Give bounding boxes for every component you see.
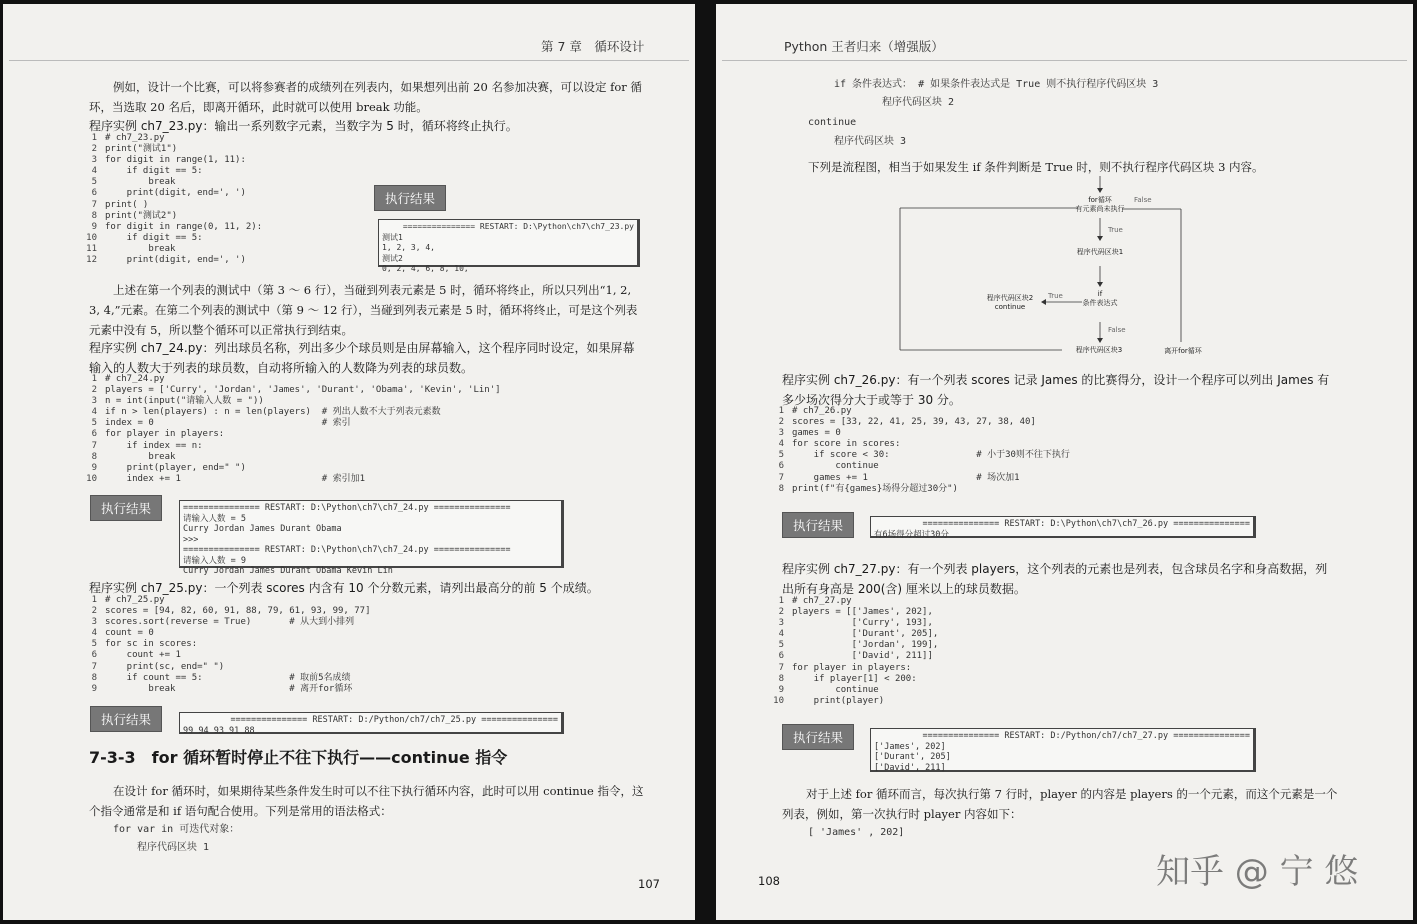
line-number: 1 (91, 595, 97, 605)
ex23-caption: 程序实例 ch7_23.py：输出一系列数字元素，当数字为 5 时，循环将终止执行。 (89, 119, 518, 133)
code-line (770, 473, 1070, 484)
line-number: 2 (778, 417, 784, 428)
code-line (83, 662, 371, 673)
code-text: print(sc, end=" ") (105, 661, 225, 672)
code-text: for sc in scores: (105, 639, 198, 650)
code-line (83, 606, 371, 617)
code-line (83, 407, 501, 418)
ex27-restart: =============== RESTART: D:/Python/ch7/ch7_27.py =============== (922, 731, 1250, 741)
output-line: 测试2 (382, 253, 403, 263)
line-number: 8 (91, 210, 97, 221)
code-text: for digit in range(0, 11, 2): (105, 221, 263, 232)
flowchart (896, 174, 1202, 364)
line-number: 5 (778, 450, 784, 461)
code-text: for score in scores: (792, 439, 901, 450)
code-text: games += 1 # 场次加1 (792, 472, 1020, 483)
line-number: 3 (91, 617, 97, 628)
code-text: # ch7_25.py (105, 595, 165, 605)
code-line (770, 439, 1070, 450)
code-line (770, 618, 938, 629)
para3: 在设计 for 循环时，如果期待某些条件发生时可以不往下执行循环内容，此时可以用 continue 指令，这个指令通常是和 if 语句配合使用。下列是常用的语法格式： (89, 784, 644, 818)
line-number: 8 (91, 451, 97, 462)
code-line (83, 639, 371, 650)
code-line (770, 450, 1070, 461)
output-line: Curry Jordan James Durant Obama Kevin Lin (183, 566, 393, 576)
code-line (83, 396, 501, 407)
code-text: # ch7_24.py (105, 374, 165, 384)
flow-block2: 程序代码区块2 continue (986, 294, 1034, 311)
code-text: print(digit, end=', ') (105, 255, 246, 266)
watermark: 知乎 @ 宁 悠 (1156, 852, 1359, 892)
syntax-if: if 条件表达式： # 如果条件表达式是 True 则不执行程序代码区块 3 (834, 79, 1159, 90)
ex24-output-1 (183, 514, 558, 546)
intro-paragraph: 例如，设计一个比赛，可以将参赛者的成绩列在列表内，如果想列出前 20 名参加决赛，可以设定 for 循环，当选取 20 名后，即离开循环，此时就可以使用 break 功能。 (89, 80, 642, 114)
code-line (83, 200, 262, 211)
code-text: break (105, 243, 176, 254)
code-line (83, 133, 262, 144)
code-line (83, 233, 262, 244)
flow-block1: 程序代码区块1 (1076, 248, 1124, 256)
para2: 上述在第一个列表的测试中（第 3 ～ 6 行），当碰到列表元素是 5 时，循环将终止，所以只列出“1, 2, 3, 4,”元素。在第二个列表的测试中（第 9 ～ 12 行），当碰到列表元素是 5 时，循环将终止，可是这个列表元素中没有 5，所以整个循环可以正常执行到结束。 (89, 283, 638, 337)
flow-true-label-2: True (1048, 292, 1063, 300)
code-line (770, 640, 938, 651)
code-text: break (105, 451, 176, 462)
code-line (83, 463, 501, 474)
line-number: 6 (91, 188, 97, 199)
code-line (770, 629, 938, 640)
code-text: ['Curry', 193], (792, 618, 933, 629)
line-number: 4 (91, 166, 97, 177)
ex26-restart: =============== RESTART: D:\Python\ch7\ch7_26.py =============== (922, 519, 1250, 529)
code-text: break (105, 177, 176, 188)
line-number: 7 (778, 662, 784, 673)
flow-if-node: if 条件表达式 (1082, 290, 1118, 307)
code-text: if score < 30: # 小于30则不往下执行 (792, 450, 1070, 461)
ex24-restart-2: =============== RESTART: D:\Python\ch7\ch7_24.py =============== (183, 545, 511, 555)
syntax-block2: 程序代码区块 2 (882, 97, 955, 108)
line-number: 10 (86, 232, 97, 243)
ex23-result-box (378, 219, 640, 273)
line-number: 10 (773, 695, 784, 706)
flow-false-label-1: False (1134, 196, 1152, 204)
code-text: print(player, end=" ") (105, 462, 246, 473)
ex27-result-badge: 执行结果 (782, 724, 854, 750)
line-number: 5 (778, 640, 784, 651)
code-line (83, 374, 501, 385)
syntax-for: for var in 可迭代对象： (113, 824, 240, 835)
line-number: 9 (778, 684, 784, 695)
line-number: 7 (91, 661, 97, 672)
syntax-continue: continue (808, 117, 857, 128)
code-text: for digit in range(1, 11): (105, 155, 246, 166)
code-line (83, 429, 501, 440)
code-line (83, 177, 262, 188)
ex27-output (874, 742, 1250, 774)
line-number: 5 (91, 639, 97, 650)
line-number: 3 (778, 618, 784, 629)
code-line (83, 255, 262, 266)
sample-element: [ 'James' , 202] (808, 827, 905, 838)
code-text: for player in players: (792, 662, 912, 673)
code-line (83, 595, 371, 606)
code-text: players = ['Curry', 'Jordan', 'James', 'Durant', 'Obama', 'Kevin', 'Lin'] (105, 385, 501, 396)
output-line: ['James', 202] (874, 741, 946, 752)
line-number: 5 (91, 418, 97, 429)
code-line (770, 417, 1070, 428)
output-line: 0, 2, 4, 6, 8, 10, (382, 264, 469, 273)
left-page (3, 4, 695, 920)
code-line (770, 607, 938, 618)
book-header: Python 王者归来（增强版） (784, 39, 944, 54)
ex27-code (770, 596, 938, 707)
ex24-result-box (179, 500, 564, 576)
line-number: 3 (91, 155, 97, 166)
code-text: print(f"有{games}场得分超过30分") (792, 483, 958, 494)
ex24-caption: 程序实例 ch7_24.py：列出球员名称，列出多少个球员则是由屏幕输入，这个程序同时设定，如果屏幕输入的人数大于列表的球员数，自动将所输入的人数降为列表的球员数。 (89, 341, 635, 375)
code-line (770, 696, 938, 707)
line-number: 6 (778, 461, 784, 472)
line-number: 7 (91, 199, 97, 210)
code-text: count = 0 (105, 628, 154, 639)
line-number: 8 (91, 672, 97, 683)
code-line (83, 211, 262, 222)
code-text: scores = [94, 82, 60, 91, 88, 79, 61, 93, 99, 77] (105, 606, 371, 617)
code-line (83, 474, 501, 485)
code-text: # ch7_23.py (105, 133, 165, 143)
ex25-result-box (179, 712, 564, 734)
code-text: ['David', 211]] (792, 651, 933, 662)
line-number: 4 (91, 407, 97, 418)
output-line: ['Durant', 205] (874, 752, 951, 762)
line-number: 2 (778, 607, 784, 618)
section-heading: 7-3-3 for 循环暂时停止不往下执行——continue 指令 (89, 748, 508, 767)
code-line (83, 155, 262, 166)
line-number: 3 (91, 396, 97, 407)
header-rule (9, 60, 689, 61)
ex27-caption: 程序实例 ch7_27.py：有一个列表 players，这个列表的元素也是列表，包含球员名字和身高数据，列出所有身高是 200(含) 厘米以上的球员数据。 (782, 562, 1328, 596)
para4: 对于上述 for 循环而言，每次执行第 7 行时，player 的内容是 players 的一个元素，而这个元素是一个列表，例如，第一次执行时 player 内容如下： (782, 787, 1338, 821)
code-line (83, 418, 501, 429)
page-number: 107 (638, 877, 660, 891)
ex26-result-box (870, 516, 1256, 538)
code-text: ['Durant', 205], (792, 629, 939, 640)
flow-false-label-2: False (1108, 326, 1126, 334)
ex25-restart: =============== RESTART: D:/Python/ch7/ch7_25.py =============== (230, 715, 558, 725)
line-number: 2 (91, 144, 97, 155)
code-line (770, 685, 938, 696)
line-number: 4 (778, 439, 784, 450)
line-number: 7 (91, 440, 97, 451)
ex24-restart-1: =============== RESTART: D:\Python\ch7\ch7_24.py =============== (183, 503, 511, 513)
ex25-code (83, 595, 371, 695)
output-line: 请输入人数 = 5 (183, 513, 246, 524)
ex26-code (770, 406, 1070, 495)
right-page (716, 4, 1413, 920)
line-number: 5 (91, 177, 97, 188)
code-text: if count == 5: # 取前5名成绩 (105, 672, 351, 683)
code-line (83, 222, 262, 233)
code-text: for player in players: (105, 429, 225, 440)
ex26-output (874, 530, 1250, 541)
line-number: 9 (91, 221, 97, 232)
line-number: 1 (778, 406, 784, 416)
line-number: 9 (91, 462, 97, 473)
code-text: print( ) (105, 199, 149, 210)
output-line: 测试1 (382, 232, 403, 242)
line-number: 6 (91, 429, 97, 440)
code-text: print(digit, end=', ') (105, 188, 246, 199)
code-text: ['Jordan', 199], (792, 640, 939, 651)
line-number: 3 (778, 428, 784, 439)
code-text: print("测试1") (105, 144, 178, 155)
code-text: count += 1 (105, 650, 181, 661)
code-text: continue (792, 461, 879, 472)
line-number: 1 (91, 133, 97, 143)
page-number: 108 (758, 874, 780, 888)
code-line (83, 244, 262, 255)
code-line (770, 461, 1070, 472)
code-text: break # 离开for循环 (105, 683, 353, 694)
ex25-result-badge: 执行结果 (90, 706, 162, 732)
output-line: >>> (183, 534, 199, 545)
line-number: 6 (91, 650, 97, 661)
line-number: 1 (91, 374, 97, 384)
flow-for-node: for循环 有元素尚未执行 (1075, 196, 1125, 213)
code-line (770, 674, 938, 685)
header-rule (722, 60, 1407, 61)
ex23-restart: =============== RESTART: D:\Python\ch7\ch7_23.py (402, 222, 634, 231)
code-text: scores = [33, 22, 41, 25, 39, 43, 27, 38, 40] (792, 417, 1036, 428)
line-number: 9 (91, 683, 97, 694)
ex25-caption: 程序实例 ch7_25.py：一个列表 scores 内含有 10 个分数元素，请列出最高分的前 5 个成绩。 (89, 581, 599, 595)
code-line (770, 651, 938, 662)
syntax-block1: 程序代码区块 1 (137, 842, 210, 853)
code-line (770, 484, 1070, 495)
code-text: # ch7_26.py (792, 406, 852, 416)
code-text: if player[1] < 200: (792, 673, 917, 684)
output-line: 有6场得分超过30分 (874, 529, 949, 540)
code-text: games = 0 (792, 428, 841, 439)
flow-block3: 程序代码区块3 (1075, 346, 1123, 354)
line-number: 2 (91, 385, 97, 396)
code-line (83, 441, 501, 452)
ex27-result-box (870, 728, 1256, 772)
flow-intro: 下列是流程图，相当于如果发生 if 条件判断是 True 时，则不执行程序代码区块 3 内容。 (808, 160, 1264, 174)
code-line (83, 617, 371, 628)
output-line: Curry Jordan James Durant Obama (183, 524, 342, 534)
syntax-block3: 程序代码区块 3 (834, 136, 907, 147)
code-text: n = int(input("请输入人数 = ")) (105, 396, 264, 407)
line-number: 12 (86, 255, 97, 266)
code-line (83, 673, 371, 684)
code-text: players = [['James', 202], (792, 607, 933, 618)
ex26-result-badge: 执行结果 (782, 512, 854, 538)
line-number: 7 (778, 472, 784, 483)
code-line (83, 188, 262, 199)
ex24-output-2 (183, 556, 558, 577)
code-text: continue (792, 684, 879, 695)
code-text: if digit == 5: (105, 166, 203, 177)
line-number: 2 (91, 606, 97, 617)
ex23-result-badge: 执行结果 (374, 185, 446, 211)
code-line (83, 628, 371, 639)
ex25-output (183, 726, 558, 737)
code-line (83, 452, 501, 463)
ex24-code (83, 374, 501, 485)
code-line (83, 650, 371, 661)
code-line (83, 144, 262, 155)
code-line (83, 166, 262, 177)
code-text: if n > len(players) : n = len(players) # 列出人数不大于列表元素数 (105, 407, 441, 418)
line-number: 6 (778, 651, 784, 662)
output-line: 99 94 93 91 88 (183, 725, 255, 736)
line-number: 11 (86, 243, 97, 254)
code-line (83, 684, 371, 695)
line-number: 4 (91, 628, 97, 639)
ex26-caption: 程序实例 ch7_26.py：有一个列表 scores 记录 James 的比赛得分，设计一个程序可以列出 James 有多少场次得分大于或等于 30 分。 (782, 373, 1330, 407)
ex23-code (83, 133, 262, 266)
code-line (770, 663, 938, 674)
ex24-result-badge: 执行结果 (90, 495, 162, 521)
chapter-header: 第 7 章 循环设计 (541, 39, 645, 54)
code-text: print("测试2") (105, 210, 178, 221)
code-text: index += 1 # 索引加1 (105, 473, 365, 484)
code-text: if digit == 5: (105, 232, 203, 243)
flow-true-label-1: True (1108, 226, 1123, 234)
code-line (770, 406, 1070, 417)
code-text: # ch7_27.py (792, 596, 852, 606)
output-line: 请输入人数 = 9 (183, 555, 246, 566)
code-text: index = 0 # 索引 (105, 418, 351, 429)
code-line (83, 385, 501, 396)
output-line: ['David', 211] (874, 762, 946, 773)
line-number: 1 (778, 596, 784, 606)
line-number: 4 (778, 629, 784, 640)
line-number: 8 (778, 483, 784, 494)
code-text: if index == n: (105, 440, 203, 451)
ex23-output (382, 233, 634, 275)
line-number: 10 (86, 473, 97, 484)
code-text: scores.sort(reverse = True) # 从大到小排列 (105, 617, 355, 628)
code-text: print(player) (792, 695, 885, 706)
line-number: 8 (778, 673, 784, 684)
code-line (770, 428, 1070, 439)
code-line (770, 596, 938, 607)
flow-exit: 离开for循环 (1164, 347, 1202, 355)
output-line: 1, 2, 3, 4, (382, 243, 435, 252)
